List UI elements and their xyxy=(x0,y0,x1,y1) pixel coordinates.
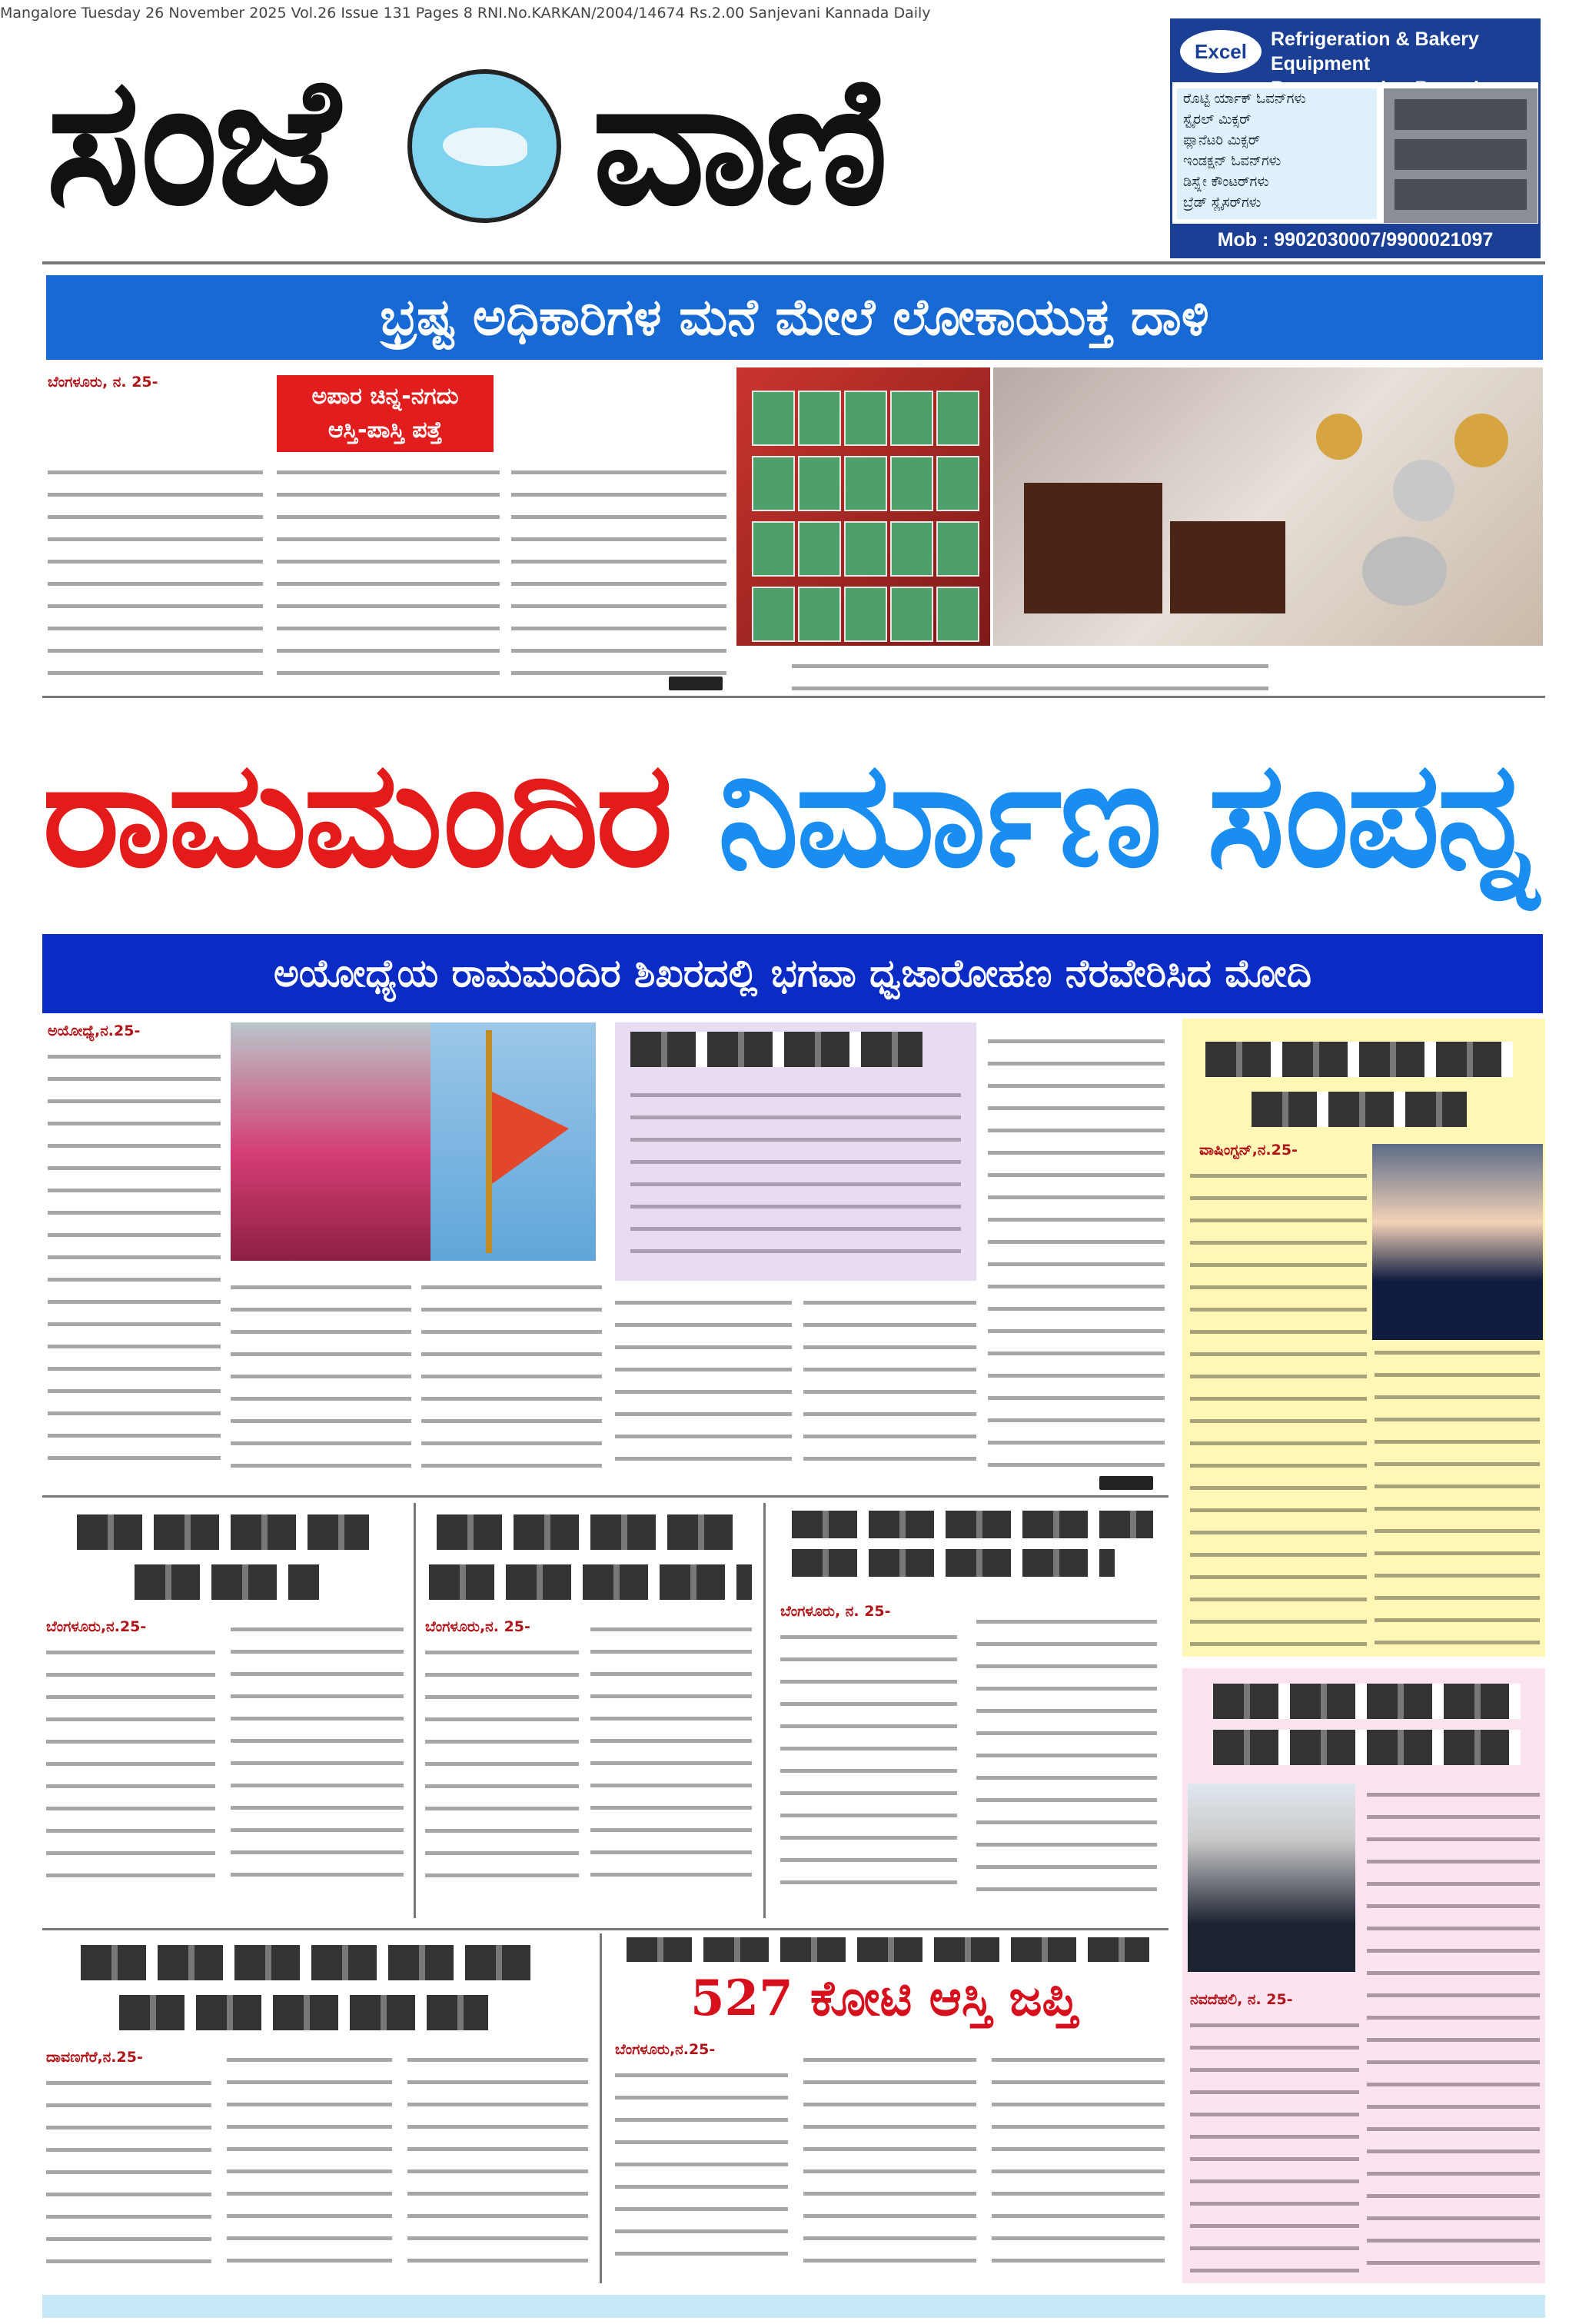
story-d-text xyxy=(46,2072,211,2272)
modi-photo[interactable] xyxy=(231,1022,430,1261)
ad-mobile: Mob : 9902030007/9900021097 xyxy=(1172,224,1538,256)
story-d-text-3 xyxy=(407,2049,588,2272)
lead-column-6 xyxy=(988,1030,1165,1476)
divider xyxy=(42,1928,1168,1930)
sidebar-box-title xyxy=(630,1032,922,1067)
lead-headline-red: ರಾಮಮಂದಿರ xyxy=(42,730,670,899)
ad-header xyxy=(1172,21,1538,82)
dateline-strip: Mangalore Tuesday 26 November 2025 Vol.26 Issue 131 Pages 8 RNI.No.KARKAN/2004/14674 Rs.2.00 Sanjevani Kannada Daily xyxy=(0,5,931,22)
story-a-title xyxy=(77,1514,369,1550)
story-e-text-2 xyxy=(803,2049,976,2272)
netanyahu-photo[interactable] xyxy=(1188,1784,1355,1972)
story-e-text xyxy=(615,2064,788,2272)
ad-title-line1: Refrigeration & Bakery Equipment xyxy=(1271,28,1479,75)
story-d-dateline: ದಾವಣಗೆರೆ,ನ.25- xyxy=(46,2049,143,2066)
lead-dateline: ಅಯೋಧ್ಯೆ,ನ.25- xyxy=(48,1022,141,1039)
story-b-text xyxy=(425,1641,579,1895)
globe-emblem-icon xyxy=(407,69,561,223)
ad-item: ಪ್ಲಾನೆಟರಿ ಮಿಕ್ಸರ್ xyxy=(1183,132,1261,148)
divider xyxy=(42,1495,1168,1498)
lead-sidebar-box xyxy=(615,1022,976,1281)
story-a-title-2 xyxy=(135,1564,319,1600)
continued-marker xyxy=(1099,1476,1153,1490)
story-e-dateline: ಬೆಂಗಳೂರು,ನ.25- xyxy=(615,2041,716,2058)
photo-caption xyxy=(792,655,1268,690)
masthead-left-word: ಸಂಜೆ xyxy=(46,39,335,244)
cash-seizure-photo[interactable] xyxy=(736,367,990,646)
highlight-line2: ಆಸ್ತಿ-ಪಾಸ್ತಿ ಪತ್ತೆ xyxy=(327,417,443,444)
story-b-dateline: ಬೆಂಗಳೂರು,ನ. 25- xyxy=(425,1618,530,1635)
footer-strip xyxy=(42,2295,1545,2318)
ad-item: ರೊಟ್ಟಿ ರ್ಯಾಕ್ ಓವನ್‌ಗಳು xyxy=(1183,91,1306,107)
side-story-2-text xyxy=(1367,1784,1540,2276)
side-story-1-title xyxy=(1205,1042,1513,1077)
ad-item: ಬ್ರೆಡ್ ಸ್ಲೈಸರ್‌ಗಳು xyxy=(1183,194,1262,211)
advertisement[interactable] xyxy=(1170,18,1541,258)
side-story-2-text-2 xyxy=(1190,2014,1359,2276)
masthead xyxy=(38,31,1168,254)
ad-item: ಡಿಸ್ಪ್ಲೇ ಕೌಂಟರ್‌ಗಳು xyxy=(1183,174,1269,190)
lead-column-4 xyxy=(615,1292,792,1476)
side-story-2[interactable] xyxy=(1182,1668,1545,2283)
story-c-text xyxy=(780,1626,957,1895)
story-e-kicker xyxy=(627,1937,1149,1962)
side-story-2-dateline: ನವದೆಹಲಿ, ನ. 25- xyxy=(1190,1991,1293,2008)
gold-seizure-photo[interactable] xyxy=(993,367,1543,646)
story1-column-1 xyxy=(48,461,263,692)
story-b-text-2 xyxy=(590,1618,752,1895)
story-c-text-2 xyxy=(976,1611,1157,1895)
story-b[interactable] xyxy=(421,1503,760,1918)
story-e-text-3 xyxy=(992,2049,1165,2272)
highlight-line1: ಅಪಾರ ಚಿನ್ನ-ನಗದು xyxy=(311,383,459,410)
ad-item: ಇಂಡಕ್ಷನ್ ಓವನ್‌ಗಳು xyxy=(1183,153,1282,169)
side-story-1-dateline: ವಾಷಿಂಗ್ಟನ್,ನ.25- xyxy=(1199,1142,1298,1159)
side-story-1-text xyxy=(1190,1165,1367,1649)
masthead-right-word: ವಾಣಿ xyxy=(592,39,884,244)
story-c-dateline: ಬೆಂಗಳೂರು, ನ. 25- xyxy=(780,1603,891,1620)
divider xyxy=(42,261,1545,264)
story1-column-3 xyxy=(511,461,726,692)
story-d-text-2 xyxy=(227,2049,392,2272)
story-d[interactable] xyxy=(42,1933,596,2283)
ad-item: ಸ್ಟೈರಲ್ ಮಿಕ್ಸರ್ xyxy=(1183,111,1252,128)
divider xyxy=(414,1503,416,1918)
side-story-2-title xyxy=(1213,1684,1521,1719)
flag-hoisting-photo[interactable] xyxy=(430,1022,596,1261)
story1-dateline: ಬೆಂಗಳೂರು, ನ. 25- xyxy=(48,374,158,391)
story-a-dateline: ಬೆಂಗಳೂರು,ನ.25- xyxy=(46,1618,147,1635)
story-c-title-2 xyxy=(792,1549,1115,1577)
story-c[interactable] xyxy=(769,1503,1168,1918)
story-a[interactable] xyxy=(42,1503,411,1918)
story1-highlight xyxy=(277,375,494,452)
side-story-1-text-2 xyxy=(1375,1342,1540,1649)
story-d-title-2 xyxy=(119,1995,488,2030)
story-a-text xyxy=(46,1641,215,1895)
lead-column-3 xyxy=(421,1276,602,1476)
side-story-2-title-2 xyxy=(1213,1730,1521,1765)
lead-subhead[interactable]: ಅಯೋಧ್ಯೆಯ ರಾಮಮಂದಿರ ಶಿಖರದಲ್ಲಿ ಭಗವಾ ಧ್ವಜಾರೋಹಣ ನೆರವೇರಿಸಿದ ಮೋದಿ xyxy=(42,934,1543,1013)
trump-photo[interactable] xyxy=(1372,1144,1543,1340)
divider xyxy=(763,1503,766,1918)
story-a-text-2 xyxy=(231,1618,404,1895)
continued-marker xyxy=(669,677,723,690)
lead-column-5 xyxy=(803,1292,976,1476)
story-e-headline[interactable]: 527 ಕೋಟಿ ಆಸ್ತಿ ಜಪ್ತಿ xyxy=(690,1970,1078,2027)
sidebar-box-text xyxy=(630,1084,961,1268)
lead-column-1 xyxy=(48,1046,221,1476)
divider xyxy=(42,696,1545,698)
lead-headline[interactable] xyxy=(42,715,1549,915)
story1-column-2 xyxy=(277,461,500,692)
ad-product-list xyxy=(1177,88,1377,219)
side-story-1-title-2 xyxy=(1252,1092,1467,1127)
oven-image xyxy=(1384,88,1537,223)
lead-headline-blue: ನಿರ್ಮಾಣ ಸಂಪನ್ನ xyxy=(717,730,1535,899)
ad-logo: Excel xyxy=(1180,30,1262,73)
story-d-title xyxy=(81,1945,542,1980)
story1-headline[interactable]: ಭ್ರಷ್ಟ ಅಧಿಕಾರಿಗಳ ಮನೆ ಮೇಲೆ ಲೋಕಾಯುಕ್ತ ದಾಳಿ xyxy=(46,275,1543,360)
story-b-title xyxy=(437,1514,744,1550)
lead-column-2 xyxy=(231,1276,411,1476)
story-c-title xyxy=(792,1511,1153,1538)
story-b-title-2 xyxy=(429,1564,752,1600)
